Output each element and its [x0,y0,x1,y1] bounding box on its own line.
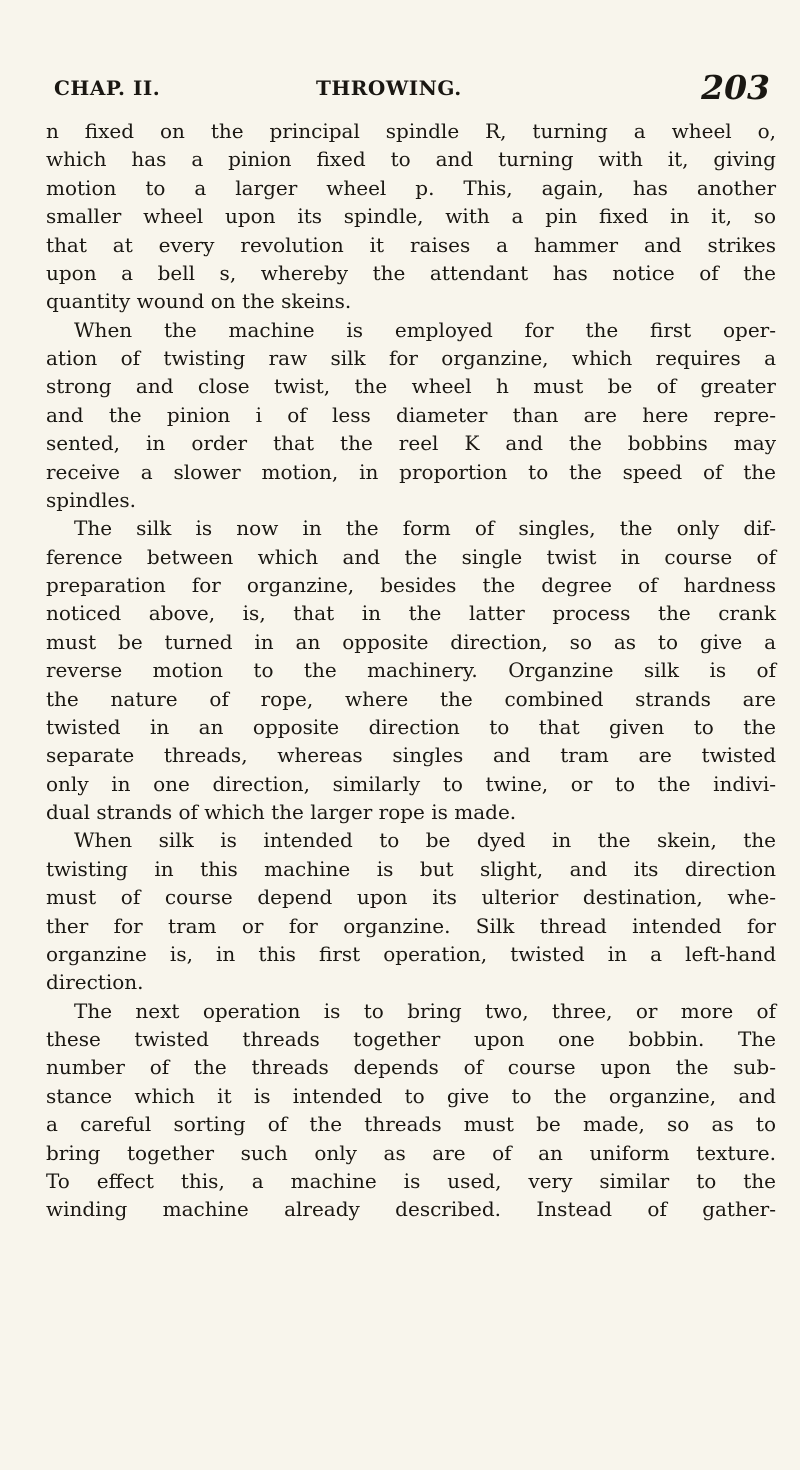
text-line: dual strands of which the larger rope is made. [46,800,517,824]
text-line: When the machine is employed for the first oper- [74,317,776,342]
text-line: strong and close twist, the wheel h must be of greater [46,374,776,399]
chapter-label: CHAP. II. [54,76,161,100]
text-line: The next operation is to bring two, three, or more of [74,998,776,1023]
text-line: receive a slower motion, in proportion to the speed of the [46,459,776,484]
text-line: When silk is intended to be dyed in the skein, the [74,828,776,853]
text-line: organzine is, in this first operation, twisted in a left-hand [46,941,776,966]
text-line: preparation for organzine, besides the degree of hardness [46,573,776,597]
body-text [46,117,776,1224]
text-line: the nature of rope, where the combined strands are [46,686,776,711]
text-line: ference between which and the single twist in course of [46,544,776,569]
text-line: ation of twisting raw silk for organzine, which requires a [46,346,776,370]
text-line: winding machine already described. Instead of gather- [46,1197,776,1222]
text-line: To effect this, a machine is used, very similar to the [46,1168,776,1193]
text-line: stance which it is intended to give to the organzine, and [46,1083,776,1108]
page-number: 203 [701,68,770,107]
text-line: number of the threads depends of course upon the sub- [46,1055,776,1080]
text-line: quantity wound on the skeins. [46,289,352,314]
text-line: a careful sorting of the threads must be made, so as to [46,1112,776,1137]
text-line: which has a pinion fixed to and turning with it, giving [46,147,776,172]
text-line: sented, in order that the reel K and the bobbins may [46,431,776,456]
text-line: separate threads, whereas singles and tram are twisted [46,743,776,768]
text-line: twisting in this machine is but slight, and its direction [46,856,776,881]
text-line: twisted in an opposite direction to that given to the [46,714,776,739]
text-line: ther for tram or for organzine. Silk thread intended for [46,913,776,938]
running-title: THROWING. [316,76,462,100]
text-line: The silk is now in the form of singles, the only dif- [74,516,776,541]
text-line: smaller wheel upon its spindle, with a pin fixed in it, so [46,204,776,229]
text-line: that at every revolution it raises a hammer and strikes [46,232,776,257]
text-line: must of course depend upon its ulterior destination, whe- [46,885,776,910]
running-header [54,68,770,108]
text-line: these twisted threads together upon one bobbin. The [46,1027,776,1051]
text-line: bring together such only as are of an uniform texture. [46,1140,776,1165]
text-line: must be turned in an opposite direction, so as to give a [46,629,776,654]
text-line: upon a bell s, whereby the attendant has notice of the [46,260,776,285]
text-line: motion to a larger wheel p. This, again, has another [46,175,776,200]
text-line: direction. [46,970,144,995]
text-line: and the pinion i of less diameter than are here repre- [46,402,776,427]
text-line: spindles. [46,487,136,512]
text-line: noticed above, is, that in the latter process the crank [46,601,776,626]
text-line: only in one direction, similarly to twine, or to the indivi- [46,771,776,796]
text-line: n fixed on the principal spindle R, turning a wheel o, [46,119,776,143]
text-line: reverse motion to the machinery. Organzine silk is of [46,658,776,683]
